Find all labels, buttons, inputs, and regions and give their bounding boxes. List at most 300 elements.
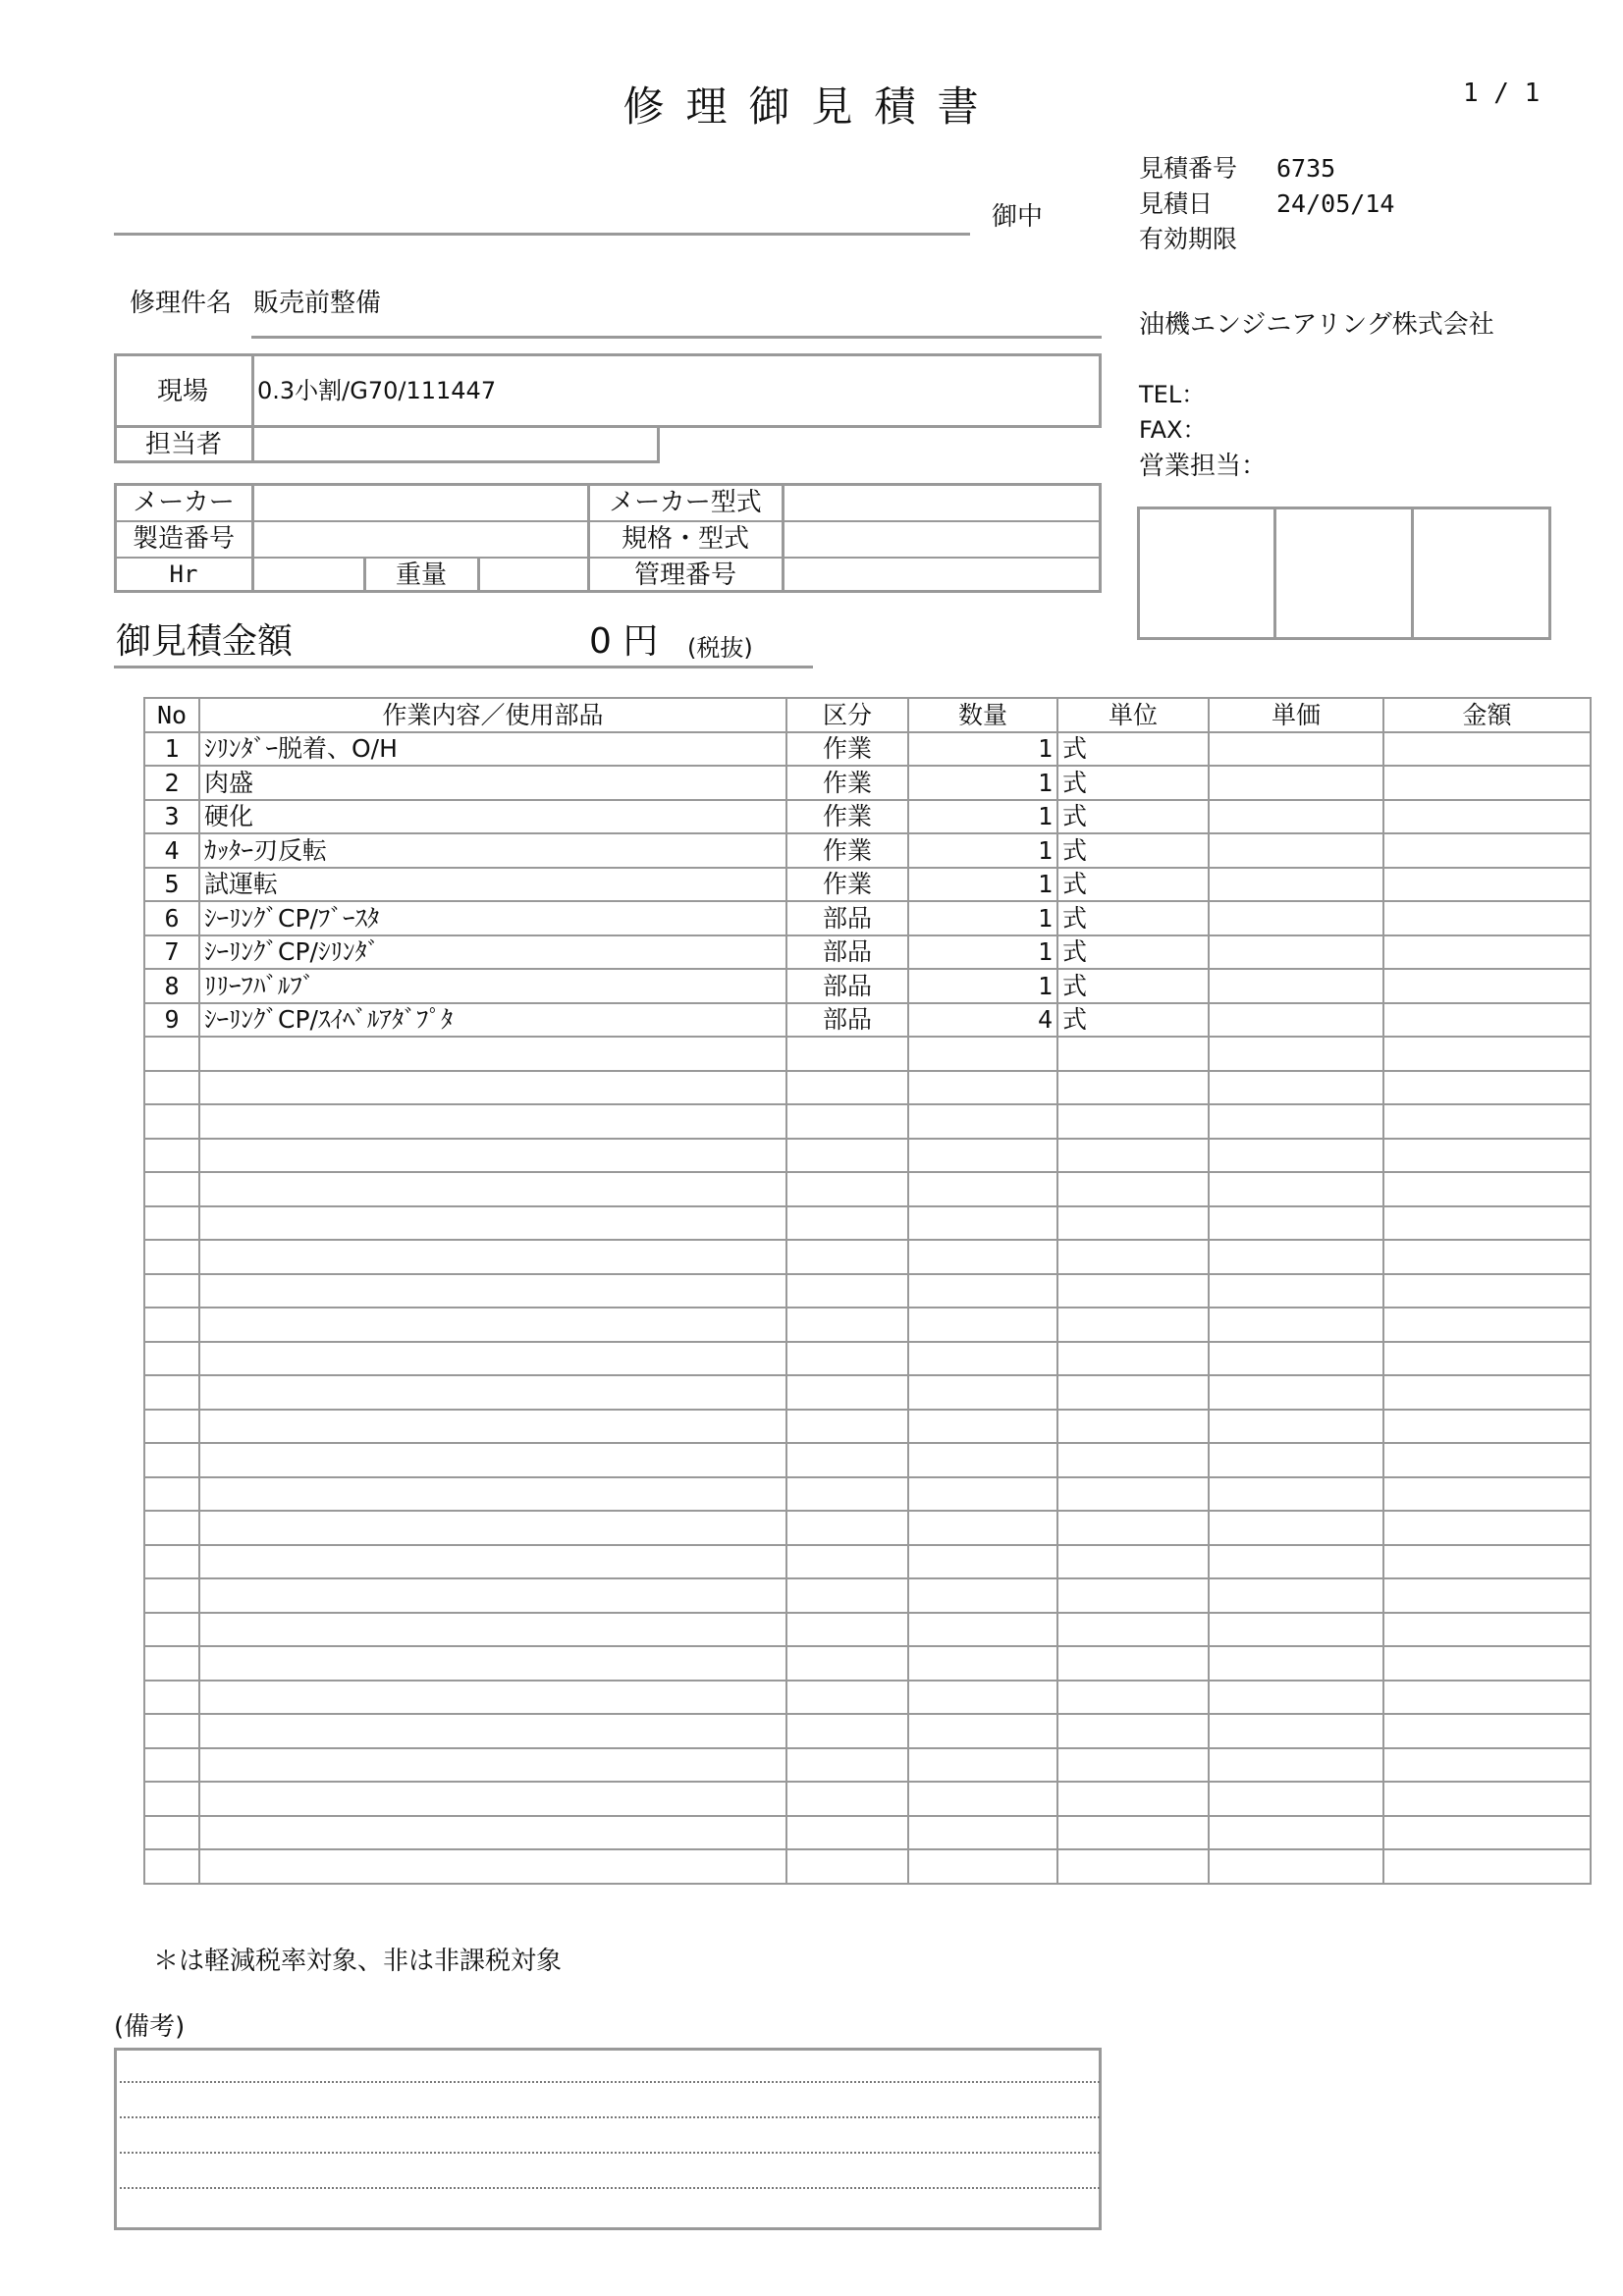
remarks-label: (備考) bbox=[114, 2012, 186, 2042]
row-quantity: 1 bbox=[908, 732, 1057, 767]
row-description bbox=[199, 1037, 786, 1071]
row-quantity bbox=[908, 1139, 1057, 1173]
estimate-date bbox=[1139, 185, 1394, 220]
row-quantity: 1 bbox=[908, 868, 1057, 902]
row-amount bbox=[1383, 1308, 1591, 1342]
row-quantity bbox=[908, 1071, 1057, 1105]
row-number bbox=[144, 1646, 199, 1681]
row-category bbox=[786, 1477, 908, 1512]
row-unit bbox=[1057, 1274, 1209, 1308]
row-description bbox=[199, 1646, 786, 1681]
repair-name-label: 修理件名 bbox=[130, 289, 233, 318]
table-row bbox=[144, 800, 1591, 834]
row-category: 部品 bbox=[786, 969, 908, 1003]
hr-label: Hr bbox=[169, 561, 198, 588]
table-row-empty bbox=[144, 1714, 1591, 1748]
row-quantity bbox=[908, 1511, 1057, 1545]
row-description bbox=[199, 1240, 786, 1274]
maker-model-label: メーカー型式 bbox=[609, 488, 762, 517]
col-header-no: No bbox=[144, 698, 199, 732]
stamp-divider bbox=[1411, 507, 1414, 640]
table-row-empty bbox=[144, 1443, 1591, 1477]
row-category: 作業 bbox=[786, 833, 908, 868]
row-amount bbox=[1383, 1071, 1591, 1105]
row-unit-price bbox=[1209, 833, 1383, 868]
row-amount bbox=[1383, 1375, 1591, 1410]
repair-name-value: 販売前整備 bbox=[253, 289, 382, 318]
row-description: ｼｰﾘﾝｸﾞCP/ｼﾘﾝﾀﾞ bbox=[199, 935, 786, 970]
row-description bbox=[199, 1206, 786, 1241]
row-quantity bbox=[908, 1849, 1057, 1884]
row-number bbox=[144, 1104, 199, 1139]
row-category bbox=[786, 1681, 908, 1715]
col-header-amount: 金額 bbox=[1383, 698, 1591, 732]
table-row-empty bbox=[144, 1240, 1591, 1274]
row-description bbox=[199, 1342, 786, 1376]
row-amount bbox=[1383, 1410, 1591, 1444]
row-quantity bbox=[908, 1477, 1057, 1512]
row-quantity bbox=[908, 1816, 1057, 1850]
document-title: 修理御見積書 bbox=[622, 82, 1001, 131]
row-amount bbox=[1383, 1172, 1591, 1206]
row-number: 4 bbox=[144, 833, 199, 868]
row-description bbox=[199, 1816, 786, 1850]
row-category bbox=[786, 1578, 908, 1613]
row-category: 作業 bbox=[786, 732, 908, 767]
row-unit-price bbox=[1209, 1037, 1383, 1071]
row-number bbox=[144, 1172, 199, 1206]
row-unit-price bbox=[1209, 935, 1383, 970]
row-unit bbox=[1057, 1477, 1209, 1512]
row-description bbox=[199, 1681, 786, 1715]
row-quantity: 1 bbox=[908, 901, 1057, 935]
row-description bbox=[199, 1782, 786, 1816]
table-row-empty bbox=[144, 1545, 1591, 1579]
table-row bbox=[144, 833, 1591, 868]
row-unit-price bbox=[1209, 1545, 1383, 1579]
row-category bbox=[786, 1240, 908, 1274]
row-unit bbox=[1057, 1172, 1209, 1206]
remarks-box bbox=[114, 2048, 1102, 2230]
row-unit-price bbox=[1209, 1816, 1383, 1850]
row-amount bbox=[1383, 1714, 1591, 1748]
tax-note: (税抜) bbox=[687, 634, 753, 662]
table-row-empty bbox=[144, 1274, 1591, 1308]
row-unit-price bbox=[1209, 868, 1383, 902]
row-unit-price bbox=[1209, 1104, 1383, 1139]
row-quantity: 1 bbox=[908, 833, 1057, 868]
table-row-empty bbox=[144, 1410, 1591, 1444]
row-category bbox=[786, 1139, 908, 1173]
row-unit bbox=[1057, 1410, 1209, 1444]
table-row bbox=[144, 766, 1591, 800]
stamp-boxes bbox=[1137, 507, 1551, 640]
row-unit bbox=[1057, 1071, 1209, 1105]
serial-number-label: 製造番号 bbox=[132, 524, 235, 554]
row-unit bbox=[1057, 1511, 1209, 1545]
row-number: 5 bbox=[144, 868, 199, 902]
row-description bbox=[199, 1375, 786, 1410]
row-number bbox=[144, 1613, 199, 1647]
row-quantity bbox=[908, 1206, 1057, 1241]
row-number bbox=[144, 1375, 199, 1410]
row-unit: 式 bbox=[1057, 833, 1209, 868]
total-label: 御見積金額 bbox=[116, 621, 294, 662]
management-number-label: 管理番号 bbox=[633, 561, 736, 590]
row-unit-price bbox=[1209, 1240, 1383, 1274]
row-number: 6 bbox=[144, 901, 199, 935]
row-quantity bbox=[908, 1240, 1057, 1274]
col-header-category: 区分 bbox=[786, 698, 908, 732]
row-unit bbox=[1057, 1646, 1209, 1681]
row-unit-price bbox=[1209, 800, 1383, 834]
row-description: 硬化 bbox=[199, 800, 786, 834]
row-category bbox=[786, 1071, 908, 1105]
estimate-number-value: 6735 bbox=[1276, 154, 1336, 183]
row-number bbox=[144, 1206, 199, 1241]
table-row-empty bbox=[144, 1477, 1591, 1512]
row-category bbox=[786, 1104, 908, 1139]
row-unit-price bbox=[1209, 1477, 1383, 1512]
row-category bbox=[786, 1037, 908, 1071]
row-category bbox=[786, 1714, 908, 1748]
row-unit-price bbox=[1209, 1139, 1383, 1173]
site-label: 現場 bbox=[157, 377, 209, 406]
row-number: 9 bbox=[144, 1003, 199, 1038]
row-description bbox=[199, 1477, 786, 1512]
row-quantity bbox=[908, 1681, 1057, 1715]
table-row-empty bbox=[144, 1375, 1591, 1410]
row-unit-price bbox=[1209, 1071, 1383, 1105]
row-amount bbox=[1383, 1240, 1591, 1274]
row-amount bbox=[1383, 1342, 1591, 1376]
row-unit bbox=[1057, 1714, 1209, 1748]
row-number: 1 bbox=[144, 732, 199, 767]
page-number: 1 / 1 bbox=[1463, 79, 1541, 108]
row-number: 7 bbox=[144, 935, 199, 970]
row-description bbox=[199, 1071, 786, 1105]
row-unit bbox=[1057, 1782, 1209, 1816]
row-number bbox=[144, 1410, 199, 1444]
row-number bbox=[144, 1748, 199, 1783]
row-unit-price bbox=[1209, 732, 1383, 767]
row-number: 8 bbox=[144, 969, 199, 1003]
row-description bbox=[199, 1139, 786, 1173]
row-unit-price bbox=[1209, 1714, 1383, 1748]
row-number bbox=[144, 1274, 199, 1308]
row-unit bbox=[1057, 1443, 1209, 1477]
row-unit-price bbox=[1209, 1375, 1383, 1410]
row-quantity: 4 bbox=[908, 1003, 1057, 1038]
table-row-empty bbox=[144, 1308, 1591, 1342]
row-description bbox=[199, 1443, 786, 1477]
row-unit bbox=[1057, 1748, 1209, 1783]
row-amount bbox=[1383, 1003, 1591, 1038]
row-description bbox=[199, 1849, 786, 1884]
staff-label: 担当者 bbox=[144, 430, 222, 459]
table-row-empty bbox=[144, 1613, 1591, 1647]
row-number bbox=[144, 1511, 199, 1545]
table-row-empty bbox=[144, 1816, 1591, 1850]
row-amount bbox=[1383, 1139, 1591, 1173]
row-quantity bbox=[908, 1646, 1057, 1681]
tel-label: TEL： bbox=[1139, 381, 1206, 408]
machine-col-line bbox=[782, 483, 784, 593]
table-row-empty bbox=[144, 1172, 1591, 1206]
row-unit bbox=[1057, 1681, 1209, 1715]
staff-divider bbox=[251, 425, 254, 463]
row-amount bbox=[1383, 969, 1591, 1003]
table-row-empty bbox=[144, 1646, 1591, 1681]
row-amount bbox=[1383, 833, 1591, 868]
row-amount bbox=[1383, 1748, 1591, 1783]
row-category: 部品 bbox=[786, 901, 908, 935]
row-description: ｼｰﾘﾝｸﾞCP/ｽｲﾍﾞﾙｱﾀﾞﾌﾟﾀ bbox=[199, 1003, 786, 1038]
row-description: ｶｯﾀｰ刃反転 bbox=[199, 833, 786, 868]
row-unit-price bbox=[1209, 1274, 1383, 1308]
row-unit bbox=[1057, 1240, 1209, 1274]
table-row-empty bbox=[144, 1849, 1591, 1884]
col-header-description: 作業内容／使用部品 bbox=[199, 698, 786, 732]
addressee-line bbox=[114, 233, 970, 236]
row-category bbox=[786, 1375, 908, 1410]
row-quantity bbox=[908, 1308, 1057, 1342]
machine-row-line bbox=[114, 557, 1102, 559]
row-category bbox=[786, 1308, 908, 1342]
row-amount bbox=[1383, 1578, 1591, 1613]
row-description bbox=[199, 1545, 786, 1579]
row-amount bbox=[1383, 1104, 1591, 1139]
row-amount bbox=[1383, 1681, 1591, 1715]
table-row bbox=[144, 868, 1591, 902]
estimate-date-value: 24/05/14 bbox=[1276, 189, 1395, 218]
row-amount bbox=[1383, 901, 1591, 935]
company-name: 油機エンジニアリング株式会社 bbox=[1139, 310, 1494, 340]
table-row-empty bbox=[144, 1782, 1591, 1816]
row-unit: 式 bbox=[1057, 1003, 1209, 1038]
row-unit-price bbox=[1209, 1681, 1383, 1715]
valid-until bbox=[1139, 220, 1276, 255]
row-unit bbox=[1057, 1104, 1209, 1139]
row-category: 作業 bbox=[786, 766, 908, 800]
row-unit: 式 bbox=[1057, 868, 1209, 902]
row-unit bbox=[1057, 1308, 1209, 1342]
estimate-date-label: 見積日 bbox=[1139, 189, 1214, 218]
row-category bbox=[786, 1443, 908, 1477]
row-unit bbox=[1057, 1206, 1209, 1241]
row-description bbox=[199, 1308, 786, 1342]
row-number bbox=[144, 1071, 199, 1105]
table-row-empty bbox=[144, 1342, 1591, 1376]
row-unit bbox=[1057, 1139, 1209, 1173]
row-amount bbox=[1383, 1849, 1591, 1884]
remarks-dotted-line bbox=[120, 2116, 1100, 2118]
spec-model-label: 規格・型式 bbox=[621, 524, 749, 554]
row-category bbox=[786, 1849, 908, 1884]
fax-label: FAX： bbox=[1139, 416, 1207, 444]
row-category bbox=[786, 1206, 908, 1241]
row-amount bbox=[1383, 1545, 1591, 1579]
row-unit bbox=[1057, 1037, 1209, 1071]
row-amount bbox=[1383, 1037, 1591, 1071]
row-amount bbox=[1383, 800, 1591, 834]
row-category bbox=[786, 1274, 908, 1308]
row-unit-price bbox=[1209, 1511, 1383, 1545]
table-row-empty bbox=[144, 1578, 1591, 1613]
row-unit bbox=[1057, 1613, 1209, 1647]
row-quantity bbox=[908, 1545, 1057, 1579]
remarks-dotted-line bbox=[120, 2187, 1100, 2189]
row-amount bbox=[1383, 1511, 1591, 1545]
table-row-empty bbox=[144, 1037, 1591, 1071]
row-number bbox=[144, 1139, 199, 1173]
items-table bbox=[143, 697, 1592, 1885]
row-category: 部品 bbox=[786, 935, 908, 970]
row-quantity bbox=[908, 1714, 1057, 1748]
tax-footnote: ＊は軽減税率対象、非は非課税対象 bbox=[153, 1947, 563, 1976]
remarks-dotted-line bbox=[120, 2152, 1100, 2154]
row-amount bbox=[1383, 1477, 1591, 1512]
table-row bbox=[144, 732, 1591, 767]
row-quantity bbox=[908, 1104, 1057, 1139]
stamp-divider bbox=[1273, 507, 1276, 640]
col-header-quantity: 数量 bbox=[908, 698, 1057, 732]
row-unit: 式 bbox=[1057, 901, 1209, 935]
row-unit-price bbox=[1209, 901, 1383, 935]
row-category bbox=[786, 1613, 908, 1647]
row-category bbox=[786, 1782, 908, 1816]
row-unit: 式 bbox=[1057, 800, 1209, 834]
row-unit-price bbox=[1209, 1782, 1383, 1816]
row-description bbox=[199, 1172, 786, 1206]
row-category: 部品 bbox=[786, 1003, 908, 1038]
row-number bbox=[144, 1816, 199, 1850]
row-description bbox=[199, 1511, 786, 1545]
site-value: 0.3小割/G70/111447 bbox=[257, 377, 497, 404]
row-unit-price bbox=[1209, 969, 1383, 1003]
row-number bbox=[144, 1308, 199, 1342]
row-quantity bbox=[908, 1037, 1057, 1071]
row-description bbox=[199, 1613, 786, 1647]
row-quantity bbox=[908, 1443, 1057, 1477]
sales-rep-label: 営業担当： bbox=[1139, 452, 1268, 481]
row-number bbox=[144, 1578, 199, 1613]
row-number bbox=[144, 1477, 199, 1512]
total-amount: 0 円 bbox=[589, 621, 659, 662]
row-category bbox=[786, 1748, 908, 1783]
row-number: 2 bbox=[144, 766, 199, 800]
col-header-unit: 単位 bbox=[1057, 698, 1209, 732]
row-description bbox=[199, 1578, 786, 1613]
estimate-number bbox=[1139, 149, 1335, 185]
table-row-empty bbox=[144, 1511, 1591, 1545]
table-row-empty bbox=[144, 1104, 1591, 1139]
row-unit-price bbox=[1209, 1172, 1383, 1206]
row-quantity: 1 bbox=[908, 935, 1057, 970]
row-number bbox=[144, 1240, 199, 1274]
row-quantity: 1 bbox=[908, 800, 1057, 834]
total-underline bbox=[114, 666, 813, 668]
row-quantity bbox=[908, 1748, 1057, 1783]
row-quantity: 1 bbox=[908, 766, 1057, 800]
row-amount bbox=[1383, 1646, 1591, 1681]
row-category: 作業 bbox=[786, 868, 908, 902]
row-description: ﾘﾘｰﾌﾊﾞﾙﾌﾞ bbox=[199, 969, 786, 1003]
row-description bbox=[199, 1104, 786, 1139]
row-number bbox=[144, 1037, 199, 1071]
row-number bbox=[144, 1849, 199, 1884]
row-number bbox=[144, 1545, 199, 1579]
row-description bbox=[199, 1274, 786, 1308]
remarks-dotted-line bbox=[120, 2081, 1100, 2083]
row-description: 試運転 bbox=[199, 868, 786, 902]
row-category: 作業 bbox=[786, 800, 908, 834]
row-quantity bbox=[908, 1375, 1057, 1410]
row-quantity bbox=[908, 1342, 1057, 1376]
table-header-row bbox=[144, 698, 1591, 732]
row-unit-price bbox=[1209, 1748, 1383, 1783]
col-header-unit-price: 単価 bbox=[1209, 698, 1383, 732]
items-body bbox=[144, 732, 1591, 1884]
row-quantity bbox=[908, 1274, 1057, 1308]
row-category bbox=[786, 1646, 908, 1681]
row-amount bbox=[1383, 1274, 1591, 1308]
row-category bbox=[786, 1342, 908, 1376]
row-description bbox=[199, 1714, 786, 1748]
row-description bbox=[199, 1748, 786, 1783]
estimate-number-label: 見積番号 bbox=[1139, 154, 1238, 183]
row-unit-price bbox=[1209, 1308, 1383, 1342]
table-row bbox=[144, 969, 1591, 1003]
row-number bbox=[144, 1681, 199, 1715]
valid-until-label: 有効期限 bbox=[1139, 225, 1238, 253]
row-quantity bbox=[908, 1410, 1057, 1444]
row-amount bbox=[1383, 1816, 1591, 1850]
row-unit-price bbox=[1209, 1613, 1383, 1647]
row-category bbox=[786, 1816, 908, 1850]
row-quantity bbox=[908, 1613, 1057, 1647]
row-unit-price bbox=[1209, 1410, 1383, 1444]
machine-row-line bbox=[114, 520, 1102, 522]
table-row bbox=[144, 901, 1591, 935]
row-amount bbox=[1383, 868, 1591, 902]
repair-name-underline bbox=[251, 336, 1102, 339]
weight-label: 重量 bbox=[395, 561, 447, 590]
row-category bbox=[786, 1511, 908, 1545]
machine-col-line bbox=[477, 557, 480, 593]
row-quantity bbox=[908, 1578, 1057, 1613]
row-category bbox=[786, 1172, 908, 1206]
table-row-empty bbox=[144, 1206, 1591, 1241]
row-unit: 式 bbox=[1057, 969, 1209, 1003]
row-unit bbox=[1057, 1578, 1209, 1613]
row-description: ｼﾘﾝﾀﾞｰ脱着、O/H bbox=[199, 732, 786, 767]
row-number: 3 bbox=[144, 800, 199, 834]
table-row-empty bbox=[144, 1139, 1591, 1173]
row-amount bbox=[1383, 1613, 1591, 1647]
row-unit-price bbox=[1209, 1342, 1383, 1376]
row-description: ｼｰﾘﾝｸﾞCP/ﾌﾞｰｽﾀ bbox=[199, 901, 786, 935]
row-category bbox=[786, 1410, 908, 1444]
row-unit bbox=[1057, 1375, 1209, 1410]
machine-col-line bbox=[251, 483, 254, 593]
row-unit bbox=[1057, 1849, 1209, 1884]
row-unit-price bbox=[1209, 1578, 1383, 1613]
row-amount bbox=[1383, 1206, 1591, 1241]
table-row-empty bbox=[144, 1071, 1591, 1105]
row-unit: 式 bbox=[1057, 935, 1209, 970]
maker-label: メーカー bbox=[133, 488, 235, 517]
